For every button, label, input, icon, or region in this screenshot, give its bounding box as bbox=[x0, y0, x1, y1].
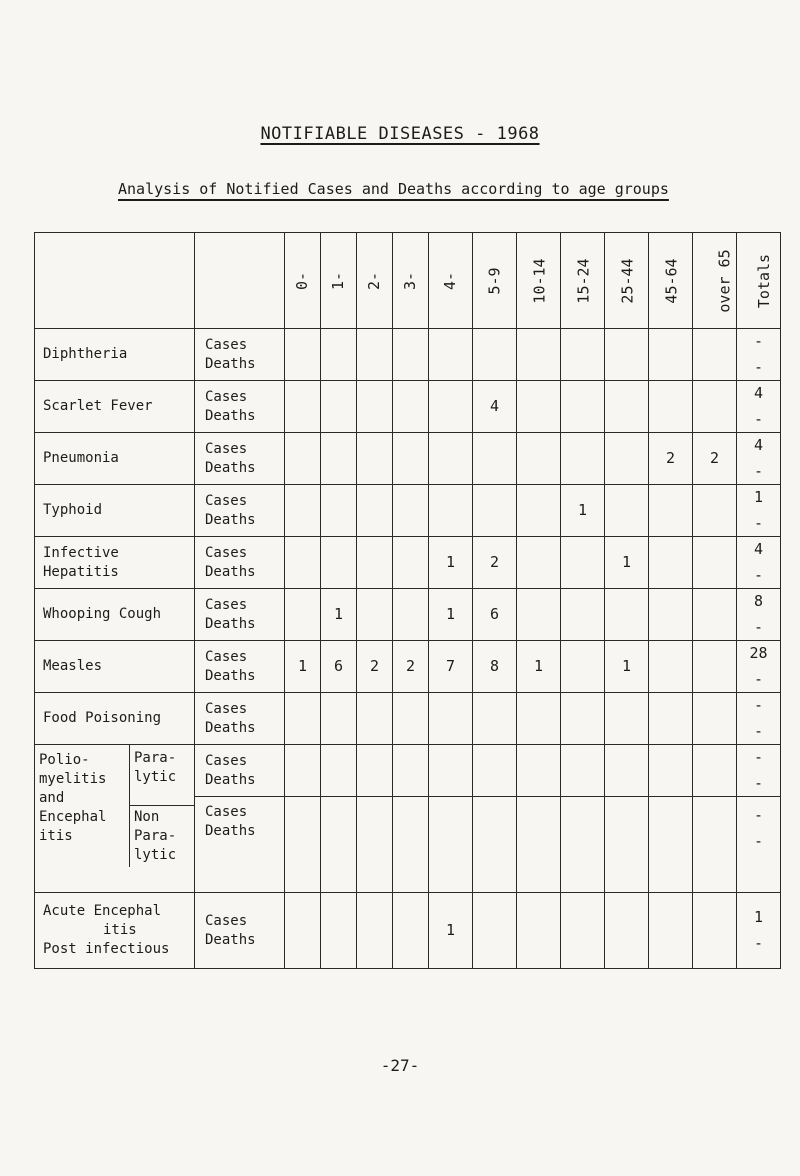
count-cell bbox=[517, 537, 561, 589]
age-header: 25-44 bbox=[605, 233, 649, 329]
count-cell bbox=[429, 329, 473, 381]
disease-name: Infective Hepatitis bbox=[35, 537, 195, 589]
cases-deaths-label: Cases Deaths bbox=[195, 329, 285, 381]
count-cell bbox=[605, 745, 649, 797]
count-cell bbox=[693, 381, 737, 433]
count-cell bbox=[473, 329, 517, 381]
count-cell bbox=[321, 745, 357, 797]
count-cell bbox=[357, 797, 393, 893]
cases-deaths-label: Cases Deaths bbox=[195, 641, 285, 693]
count-cell bbox=[693, 329, 737, 381]
age-header: 3- bbox=[393, 233, 429, 329]
count-cell: 6 bbox=[473, 589, 517, 641]
count-cell bbox=[429, 745, 473, 797]
count-cell: 2 bbox=[473, 537, 517, 589]
count-cell bbox=[393, 693, 429, 745]
count-cell bbox=[321, 537, 357, 589]
page-number: -27- bbox=[380, 1056, 420, 1075]
count-cell bbox=[605, 329, 649, 381]
age-header: 10-14 bbox=[517, 233, 561, 329]
total-cell: 4 - bbox=[737, 381, 781, 433]
cases-deaths-label: Cases Deaths bbox=[195, 797, 285, 893]
count-cell bbox=[393, 797, 429, 893]
count-cell bbox=[285, 537, 321, 589]
total-cell: 8 - bbox=[737, 589, 781, 641]
cases-deaths-label: Cases Deaths bbox=[195, 589, 285, 641]
count-cell bbox=[517, 589, 561, 641]
table-row bbox=[35, 537, 781, 589]
count-cell bbox=[321, 485, 357, 537]
count-cell bbox=[285, 433, 321, 485]
count-cell bbox=[321, 381, 357, 433]
disease-name: Acute Encephal itis Post infectious bbox=[35, 893, 195, 969]
header-blank bbox=[35, 233, 195, 329]
count-cell bbox=[649, 693, 693, 745]
count-cell bbox=[285, 381, 321, 433]
cases-deaths-label: Cases Deaths bbox=[195, 537, 285, 589]
count-cell bbox=[357, 433, 393, 485]
count-cell bbox=[357, 329, 393, 381]
count-cell bbox=[357, 537, 393, 589]
table-row-acute-encephalitis bbox=[35, 893, 781, 969]
table-row bbox=[35, 641, 781, 693]
count-cell bbox=[561, 797, 605, 893]
count-cell: 2 bbox=[693, 433, 737, 485]
count-cell bbox=[561, 381, 605, 433]
count-cell bbox=[693, 745, 737, 797]
count-cell bbox=[321, 797, 357, 893]
count-cell bbox=[285, 329, 321, 381]
count-cell bbox=[605, 381, 649, 433]
count-cell bbox=[357, 745, 393, 797]
table-row-polio-paralytic bbox=[35, 745, 781, 797]
count-cell: 6 bbox=[321, 641, 357, 693]
count-cell bbox=[649, 329, 693, 381]
count-cell bbox=[473, 485, 517, 537]
total-cell: 4 - bbox=[737, 433, 781, 485]
cases-deaths-label: Cases Deaths bbox=[195, 893, 285, 969]
count-cell bbox=[605, 589, 649, 641]
cases-deaths-label: Cases Deaths bbox=[195, 381, 285, 433]
count-cell bbox=[285, 485, 321, 537]
count-cell: 2 bbox=[357, 641, 393, 693]
count-cell: 1 bbox=[285, 641, 321, 693]
count-cell bbox=[649, 893, 693, 969]
disease-name: Pneumonia bbox=[35, 433, 195, 485]
table-row bbox=[35, 433, 781, 485]
count-cell bbox=[517, 745, 561, 797]
table-row bbox=[35, 329, 781, 381]
count-cell: 1 bbox=[517, 641, 561, 693]
count-cell bbox=[605, 797, 649, 893]
count-cell: 4 bbox=[473, 381, 517, 433]
count-cell bbox=[429, 693, 473, 745]
header-row bbox=[35, 233, 781, 329]
count-cell bbox=[649, 381, 693, 433]
count-cell bbox=[473, 745, 517, 797]
count-cell bbox=[393, 745, 429, 797]
cases-deaths-label: Cases Deaths bbox=[195, 745, 285, 797]
count-cell: 1 bbox=[321, 589, 357, 641]
disease-name: Whooping Cough bbox=[35, 589, 195, 641]
count-cell bbox=[561, 433, 605, 485]
count-cell bbox=[357, 589, 393, 641]
paralytic-label: Para- lytic bbox=[130, 745, 194, 806]
disease-name: Diphtheria bbox=[35, 329, 195, 381]
count-cell bbox=[649, 537, 693, 589]
count-cell bbox=[429, 485, 473, 537]
count-cell: 1 bbox=[561, 485, 605, 537]
total-cell: 28 - bbox=[737, 641, 781, 693]
count-cell bbox=[517, 797, 561, 893]
count-cell bbox=[517, 893, 561, 969]
table-row bbox=[35, 381, 781, 433]
count-cell bbox=[517, 329, 561, 381]
count-cell bbox=[693, 537, 737, 589]
total-cell: 4 - bbox=[737, 537, 781, 589]
page-title: NOTIFIABLE DISEASES - 1968 bbox=[260, 124, 540, 144]
count-cell bbox=[649, 641, 693, 693]
count-cell: 1 bbox=[605, 641, 649, 693]
count-cell bbox=[693, 589, 737, 641]
count-cell bbox=[649, 745, 693, 797]
polio-label bbox=[35, 745, 195, 893]
count-cell bbox=[605, 693, 649, 745]
count-cell: 8 bbox=[473, 641, 517, 693]
count-cell bbox=[393, 381, 429, 433]
age-header: over 65 bbox=[693, 233, 737, 329]
count-cell bbox=[649, 485, 693, 537]
total-cell: - - bbox=[737, 329, 781, 381]
total-cell: 1 - bbox=[737, 485, 781, 537]
cases-deaths-label: Cases Deaths bbox=[195, 433, 285, 485]
count-cell: 2 bbox=[393, 641, 429, 693]
age-header: 5-9 bbox=[473, 233, 517, 329]
cases-deaths-label: Cases Deaths bbox=[195, 693, 285, 745]
non-paralytic-label: Non Para- lytic bbox=[134, 809, 177, 863]
notifiable-diseases-table bbox=[34, 232, 781, 969]
count-cell bbox=[693, 693, 737, 745]
count-cell bbox=[561, 589, 605, 641]
count-cell bbox=[393, 893, 429, 969]
count-cell bbox=[393, 485, 429, 537]
count-cell bbox=[321, 693, 357, 745]
count-cell: 1 bbox=[429, 893, 473, 969]
disease-name: Typhoid bbox=[35, 485, 195, 537]
count-cell bbox=[321, 893, 357, 969]
table-row bbox=[35, 589, 781, 641]
count-cell bbox=[693, 797, 737, 893]
count-cell bbox=[561, 745, 605, 797]
header-blank-2 bbox=[195, 233, 285, 329]
count-cell bbox=[393, 329, 429, 381]
count-cell bbox=[393, 537, 429, 589]
total-cell: - - bbox=[737, 797, 781, 893]
totals-header: Totals bbox=[737, 233, 781, 329]
count-cell bbox=[357, 893, 393, 969]
count-cell bbox=[285, 745, 321, 797]
count-cell bbox=[561, 537, 605, 589]
count-cell bbox=[285, 693, 321, 745]
count-cell bbox=[429, 381, 473, 433]
count-cell bbox=[357, 485, 393, 537]
disease-name: Measles bbox=[35, 641, 195, 693]
count-cell bbox=[473, 433, 517, 485]
count-cell bbox=[393, 589, 429, 641]
cases-deaths-label: Cases Deaths bbox=[195, 485, 285, 537]
count-cell bbox=[429, 797, 473, 893]
count-cell bbox=[321, 329, 357, 381]
count-cell bbox=[693, 485, 737, 537]
age-header: 2- bbox=[357, 233, 393, 329]
total-cell: 1 - bbox=[737, 893, 781, 969]
count-cell bbox=[429, 433, 473, 485]
table-row bbox=[35, 693, 781, 745]
total-cell: - - bbox=[737, 745, 781, 797]
count-cell: 1 bbox=[429, 589, 473, 641]
count-cell bbox=[357, 693, 393, 745]
age-header: 1- bbox=[321, 233, 357, 329]
page-subtitle: Analysis of Notified Cases and Deaths according to age groups bbox=[118, 180, 669, 198]
count-cell bbox=[321, 433, 357, 485]
age-header: 0- bbox=[285, 233, 321, 329]
count-cell bbox=[285, 797, 321, 893]
count-cell bbox=[693, 893, 737, 969]
age-header: 4- bbox=[429, 233, 473, 329]
count-cell: 1 bbox=[429, 537, 473, 589]
count-cell: 1 bbox=[605, 537, 649, 589]
disease-name: Food Poisoning bbox=[35, 693, 195, 745]
total-cell: - - bbox=[737, 693, 781, 745]
count-cell bbox=[605, 485, 649, 537]
age-header: 45-64 bbox=[649, 233, 693, 329]
count-cell bbox=[517, 485, 561, 537]
count-cell bbox=[561, 893, 605, 969]
count-cell: 7 bbox=[429, 641, 473, 693]
count-cell: 2 bbox=[649, 433, 693, 485]
count-cell bbox=[517, 381, 561, 433]
count-cell bbox=[473, 893, 517, 969]
age-header: 15-24 bbox=[561, 233, 605, 329]
table-row bbox=[35, 485, 781, 537]
count-cell bbox=[393, 433, 429, 485]
count-cell bbox=[561, 693, 605, 745]
count-cell bbox=[649, 797, 693, 893]
count-cell bbox=[649, 589, 693, 641]
count-cell bbox=[605, 893, 649, 969]
count-cell bbox=[693, 641, 737, 693]
count-cell bbox=[561, 329, 605, 381]
count-cell bbox=[517, 433, 561, 485]
count-cell bbox=[285, 589, 321, 641]
count-cell bbox=[605, 433, 649, 485]
count-cell bbox=[285, 893, 321, 969]
count-cell bbox=[561, 641, 605, 693]
count-cell bbox=[517, 693, 561, 745]
disease-name: Scarlet Fever bbox=[35, 381, 195, 433]
count-cell bbox=[357, 381, 393, 433]
polio-disease-name: Polio- myelitis and Encephal itis bbox=[39, 752, 107, 844]
count-cell bbox=[473, 693, 517, 745]
count-cell bbox=[473, 797, 517, 893]
